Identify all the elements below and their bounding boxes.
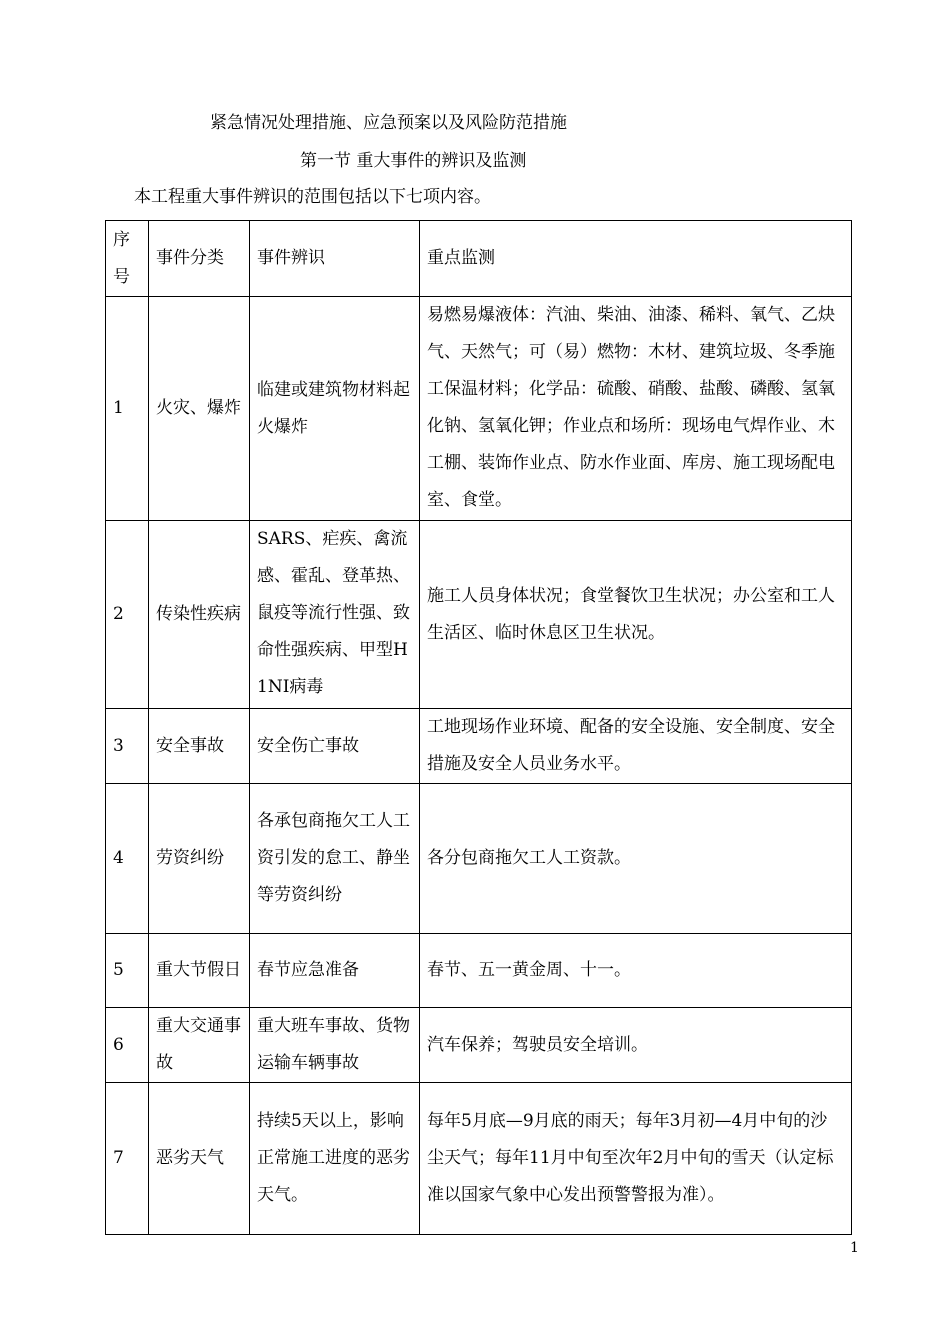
row-identification: 重大班车事故、货物运输车辆事故 [250,1008,420,1083]
section-heading: 第一节 重大事件的辨识及监测 [300,151,527,171]
row-no: 1 [106,297,149,521]
row-no: 5 [106,934,149,1008]
row-identification: 安全伤亡事故 [250,709,420,784]
row-identification: SARS、疟疾、禽流感、霍乱、登革热、鼠疫等流行性强、致命性强疾病、甲型H1NI病毒 [250,521,420,709]
table-row [106,1083,852,1235]
row-no: 7 [106,1083,149,1235]
row-category: 安全事故 [149,709,250,784]
events-table [105,220,852,1235]
intro-paragraph: 本工程重大事件辨识的范围包括以下七项内容。 [134,187,491,207]
row-monitoring: 易燃易爆液体：汽油、柴油、油漆、稀料、氧气、乙炔气、天然气；可（易）燃物：木材、建筑垃圾、冬季施工保温材料；化学品：硫酸、硝酸、盐酸、磷酸、氢氧化钠、氢氧化钾；作业点和场所：现场电气焊作业、木工棚、装饰作业点、防水作业面、库房、施工现场配电室、食堂。 [420,297,852,521]
row-no: 4 [106,784,149,934]
row-category: 重大节假日 [149,934,250,1008]
row-identification: 各承包商拖欠工人工资引发的怠工、静坐等劳资纠纷 [250,784,420,934]
row-category: 传染性疾病 [149,521,250,709]
row-identification: 持续5天以上，影响正常施工进度的恶劣天气。 [250,1083,420,1235]
header-no: 序号 [106,221,149,297]
row-category: 重大交通事故 [149,1008,250,1083]
row-monitoring: 汽车保养；驾驶员安全培训。 [420,1008,852,1083]
table-header-row [106,221,852,297]
row-category: 劳资纠纷 [149,784,250,934]
row-no: 6 [106,1008,149,1083]
row-monitoring: 工地现场作业环境、配备的安全设施、安全制度、安全措施及安全人员业务水平。 [420,709,852,784]
row-no: 2 [106,521,149,709]
header-identification: 事件辨识 [250,221,420,297]
table-row [106,784,852,934]
table-row [106,521,852,709]
table-row [106,1008,852,1083]
row-category: 火灾、爆炸 [149,297,250,521]
row-monitoring: 各分包商拖欠工人工资款。 [420,784,852,934]
row-category: 恶劣天气 [149,1083,250,1235]
header-category: 事件分类 [149,221,250,297]
row-monitoring: 春节、五一黄金周、十一。 [420,934,852,1008]
row-no: 3 [106,709,149,784]
row-identification: 临建或建筑物材料起火爆炸 [250,297,420,521]
row-monitoring: 每年5月底—9月底的雨天；每年3月初—4月中旬的沙尘天气；每年11月中旬至次年2月中旬的雪天（认定标准以国家气象中心发出预警警报为准）。 [420,1083,852,1235]
table-row [106,709,852,784]
table-row [106,297,852,521]
row-identification: 春节应急准备 [250,934,420,1008]
header-monitoring: 重点监测 [420,221,852,297]
page-number: 1 [850,1240,859,1256]
table-row [106,934,852,1008]
row-monitoring: 施工人员身体状况；食堂餐饮卫生状况；办公室和工人生活区、临时休息区卫生状况。 [420,521,852,709]
document-title: 紧急情况处理措施、应急预案以及风险防范措施 [210,113,567,133]
